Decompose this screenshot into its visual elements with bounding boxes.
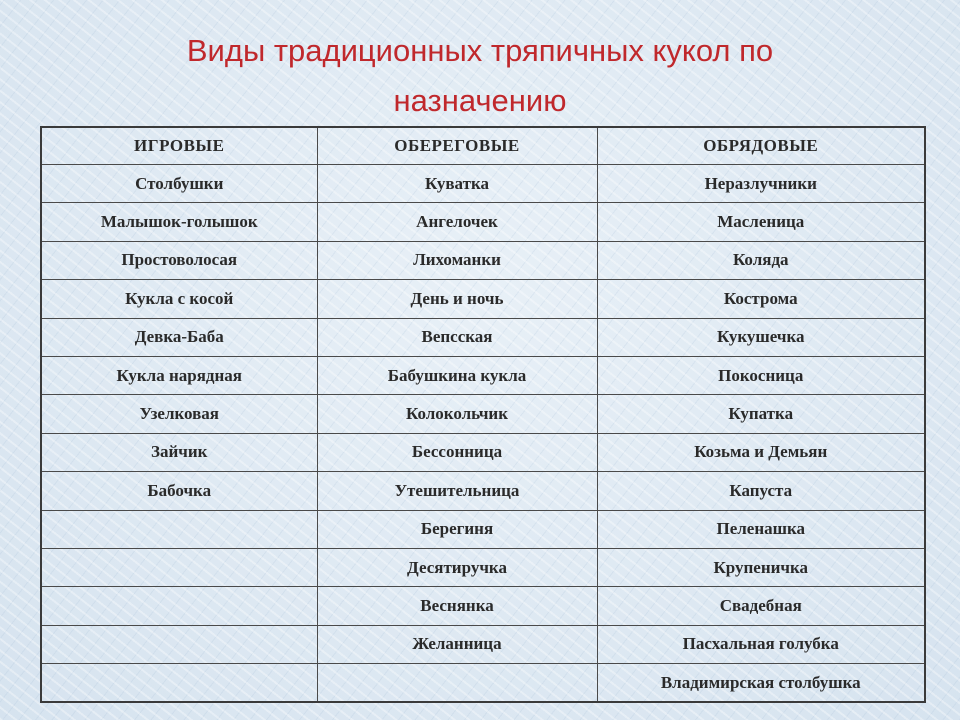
table-cell-ritual: Капуста xyxy=(597,472,925,510)
table-cell-ritual: Владимирская столбушка xyxy=(597,664,925,703)
table-cell-amulet: Веснянка xyxy=(317,587,597,625)
table-cell-amulet: Берегиня xyxy=(317,510,597,548)
table-row xyxy=(41,664,925,703)
table-cell-amulet: День и ночь xyxy=(317,280,597,318)
table-row xyxy=(41,203,925,241)
table-cell-amulet: Бессонница xyxy=(317,433,597,471)
table-cell-play xyxy=(41,548,317,586)
table-cell-ritual: Пеленашка xyxy=(597,510,925,548)
table-cell-ritual: Крупеничка xyxy=(597,548,925,586)
table-cell-play xyxy=(41,510,317,548)
table-cell-play: Малышок-голышок xyxy=(41,203,317,241)
table-cell-amulet: Бабушкина кукла xyxy=(317,356,597,394)
table-cell-ritual: Кострома xyxy=(597,280,925,318)
title-line-1: Виды традиционных тряпичных кукол по xyxy=(186,33,774,68)
table-cell-amulet: Утешительница xyxy=(317,472,597,510)
table-cell-amulet: Желанница xyxy=(317,625,597,663)
table-row xyxy=(41,587,925,625)
table-cell-ritual: Масленица xyxy=(597,203,925,241)
page-title xyxy=(0,26,960,126)
table-cell-play: Кукла нарядная xyxy=(41,356,317,394)
doll-types-table-container xyxy=(40,126,924,703)
table-cell-play: Узелковая xyxy=(41,395,317,433)
table-cell-amulet xyxy=(317,664,597,703)
table-row xyxy=(41,241,925,279)
table-cell-ritual: Покосница xyxy=(597,356,925,394)
doll-types-table xyxy=(40,126,926,703)
table-cell-ritual: Неразлучники xyxy=(597,165,925,203)
column-header-play: ИГРОВЫЕ xyxy=(41,127,317,165)
column-header-amulet: ОБЕРЕГОВЫЕ xyxy=(317,127,597,165)
table-cell-ritual: Коляда xyxy=(597,241,925,279)
table-row xyxy=(41,625,925,663)
title-line-2: назначению xyxy=(393,83,567,118)
table-cell-play xyxy=(41,625,317,663)
table-cell-amulet: Вепсская xyxy=(317,318,597,356)
table-header-row xyxy=(41,127,925,165)
table-cell-ritual: Козьма и Демьян xyxy=(597,433,925,471)
table-body xyxy=(41,165,925,703)
column-header-ritual: ОБРЯДОВЫЕ xyxy=(597,127,925,165)
table-row xyxy=(41,472,925,510)
table-cell-amulet: Колокольчик xyxy=(317,395,597,433)
table-row xyxy=(41,395,925,433)
table-row xyxy=(41,165,925,203)
table-cell-ritual: Купатка xyxy=(597,395,925,433)
table-row xyxy=(41,548,925,586)
table-cell-play: Бабочка xyxy=(41,472,317,510)
table-cell-amulet: Лихоманки xyxy=(317,241,597,279)
table-cell-play: Простоволосая xyxy=(41,241,317,279)
table-row xyxy=(41,510,925,548)
table-cell-amulet: Куватка xyxy=(317,165,597,203)
table-cell-ritual: Кукушечка xyxy=(597,318,925,356)
table-cell-play xyxy=(41,664,317,703)
table-row xyxy=(41,280,925,318)
table-cell-play: Девка-Баба xyxy=(41,318,317,356)
table-cell-play: Зайчик xyxy=(41,433,317,471)
table-cell-ritual: Пасхальная голубка xyxy=(597,625,925,663)
table-cell-amulet: Десятиручка xyxy=(317,548,597,586)
table-cell-play: Столбушки xyxy=(41,165,317,203)
table-row xyxy=(41,318,925,356)
table-row xyxy=(41,433,925,471)
table-cell-amulet: Ангелочек xyxy=(317,203,597,241)
table-row xyxy=(41,356,925,394)
table-cell-ritual: Свадебная xyxy=(597,587,925,625)
table-cell-play: Кукла с косой xyxy=(41,280,317,318)
table-cell-play xyxy=(41,587,317,625)
